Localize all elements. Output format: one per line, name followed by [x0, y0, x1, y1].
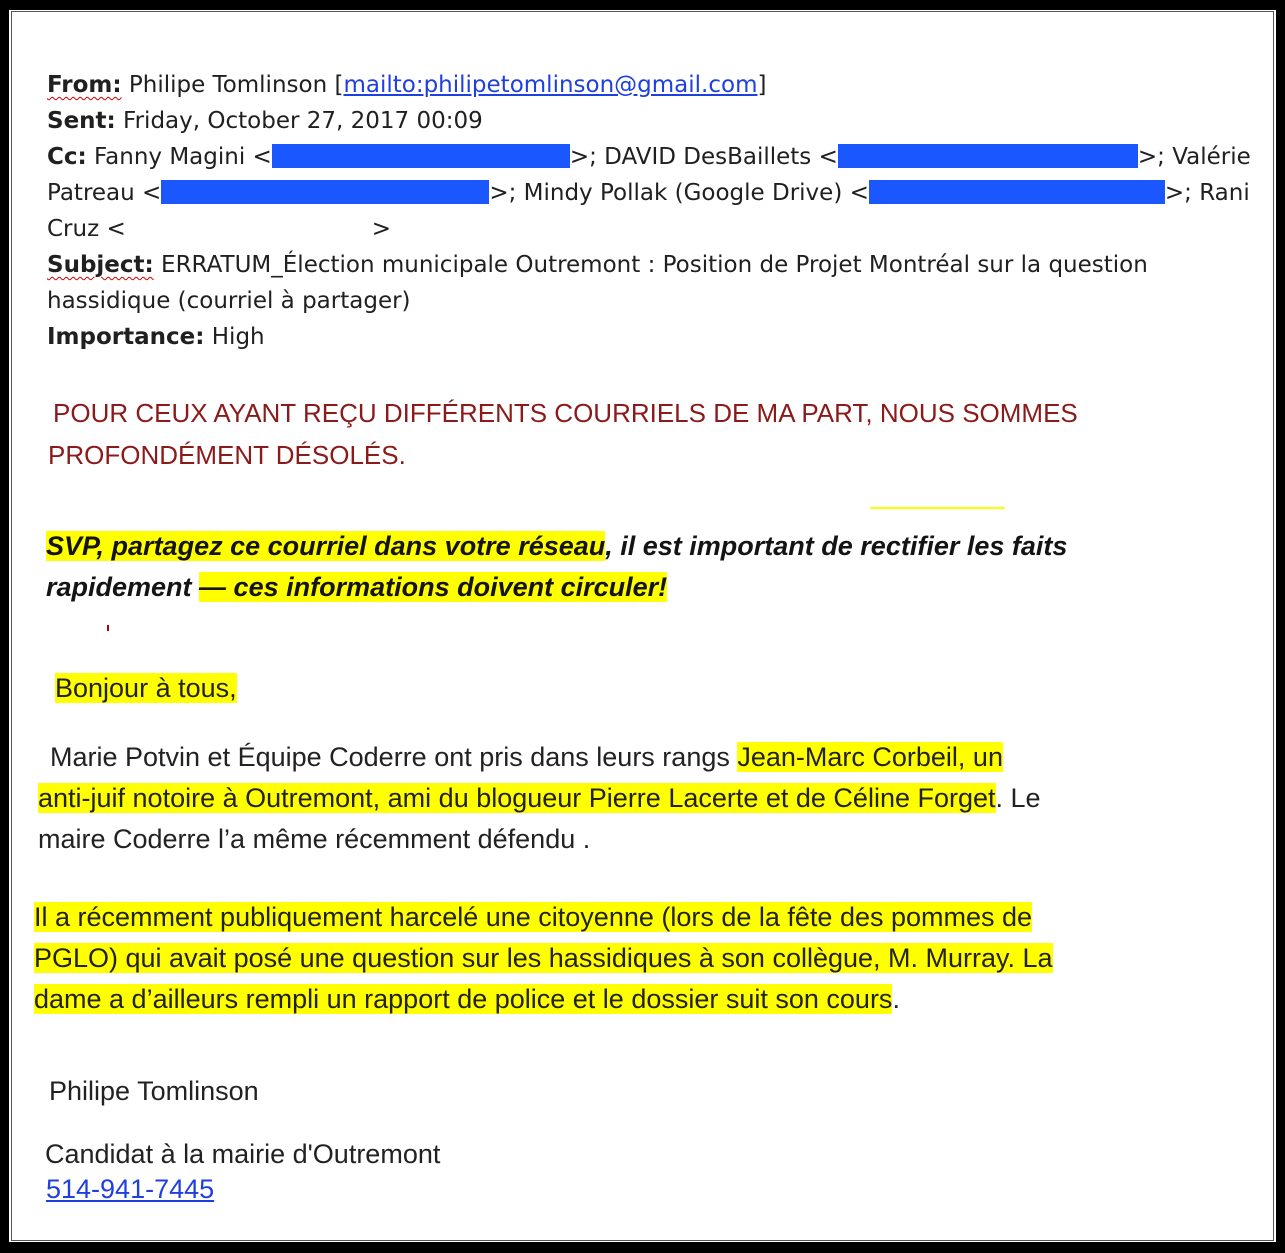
- p1-highlight-b: anti-juif notoire à Outremont, ami du blogueur Pierre Lacerte et de Céline Forget: [38, 783, 996, 813]
- from-label: From:: [47, 72, 122, 98]
- redacted-email: [272, 144, 570, 168]
- share-plain-2: rapidement: [46, 572, 200, 602]
- cc-valerie: >; Valérie: [1137, 144, 1251, 170]
- cc-line-1: [47, 139, 1262, 175]
- signature-name: Philipe Tomlinson: [49, 1076, 259, 1106]
- share-highlight-1: SVP, partagez ce courriel dans votre réseau: [46, 531, 606, 561]
- p1-text-c: maire Coderre l’a même récemment défendu .: [38, 824, 591, 854]
- p2-highlight-3: dame a d’ailleurs rempli un rapport de police et le dossier suit son cours: [34, 984, 893, 1014]
- highlight-fragment: [870, 507, 1005, 509]
- email-header: [47, 67, 1262, 355]
- redacted-email: [838, 144, 1138, 168]
- subject-label: Subject:: [47, 252, 154, 278]
- importance-label: Importance:: [47, 324, 205, 350]
- cc-line-2: [47, 175, 1262, 211]
- signature-title: Candidat à la mairie d'Outremont: [45, 1139, 441, 1169]
- cc-david: >; DAVID DesBaillets <: [569, 144, 838, 170]
- subject-line-1: [47, 247, 1262, 283]
- cc-label: Cc:: [47, 144, 87, 170]
- importance-value: High: [211, 324, 265, 350]
- apology-line-1: POUR CEUX AYANT REÇU DIFFÉRENTS COURRIELS DE MA PART, NOUS SOMMES: [53, 398, 1078, 428]
- stray-mark: [107, 625, 109, 631]
- from-line: From: Philipe Tomlinson [mailto:philipetomlinson@gmail.com]: [47, 72, 767, 98]
- p2-text-end: .: [892, 984, 900, 1014]
- sent-line: [47, 103, 1262, 139]
- paragraph-2: [34, 897, 1234, 1020]
- cc-rani: >; Rani: [1164, 180, 1250, 206]
- apology-notice: [48, 392, 1248, 476]
- subject-text: ERRATUM_Élection municipale Outremont : Position de Projet Montréal sur la question: [161, 252, 1148, 278]
- share-plain-1: , il est important de rectifier les faits: [605, 531, 1068, 561]
- apology-line-2: PROFONDÉMENT DÉSOLÉS.: [48, 440, 406, 470]
- p2-highlight-1: Il a récemment publiquement harcelé une citoyenne (lors de la fête des pommes de: [34, 902, 1033, 932]
- redacted-email: [869, 180, 1165, 204]
- sent-value: Friday, October 27, 2017 00:09: [123, 108, 483, 134]
- phone-link[interactable]: 514-941-7445: [46, 1174, 215, 1204]
- p1-highlight-a: Jean-Marc Corbeil, un: [737, 742, 1003, 772]
- importance-line: [47, 319, 1262, 355]
- cc-fanny: Fanny Magini <: [94, 144, 272, 170]
- cc-mindy: >; Mindy Pollak (Google Drive) <: [489, 180, 869, 206]
- subject-text-cont: hassidique (courriel à partager): [47, 288, 411, 314]
- redacted-email: [161, 180, 489, 204]
- paragraph-1: [38, 737, 1228, 860]
- greeting-text: Bonjour à tous,: [55, 673, 237, 703]
- p2-highlight-2: PGLO) qui avait posé une question sur les hassidiques à son collègue, M. Murray. La: [34, 943, 1053, 973]
- p1-text-a: Marie Potvin et Équipe Coderre ont pris dans leurs rangs: [50, 742, 738, 772]
- cc-cruz: Cruz <: [47, 216, 126, 242]
- share-highlight-2: — ces informations doivent circuler!: [199, 572, 668, 602]
- p1-text-b: . Le: [995, 783, 1041, 813]
- sent-label: Sent:: [47, 108, 116, 134]
- subject-line-2: [47, 283, 1262, 319]
- from-name: Philipe Tomlinson: [128, 72, 328, 98]
- cc-line-3: [47, 211, 1262, 247]
- cc-cruz-close: >: [371, 216, 392, 242]
- from-email-link[interactable]: mailto:philipetomlinson@gmail.com: [343, 72, 758, 98]
- cc-patreau: Patreau <: [47, 180, 162, 206]
- share-request: [46, 526, 1246, 608]
- greeting: [55, 668, 237, 709]
